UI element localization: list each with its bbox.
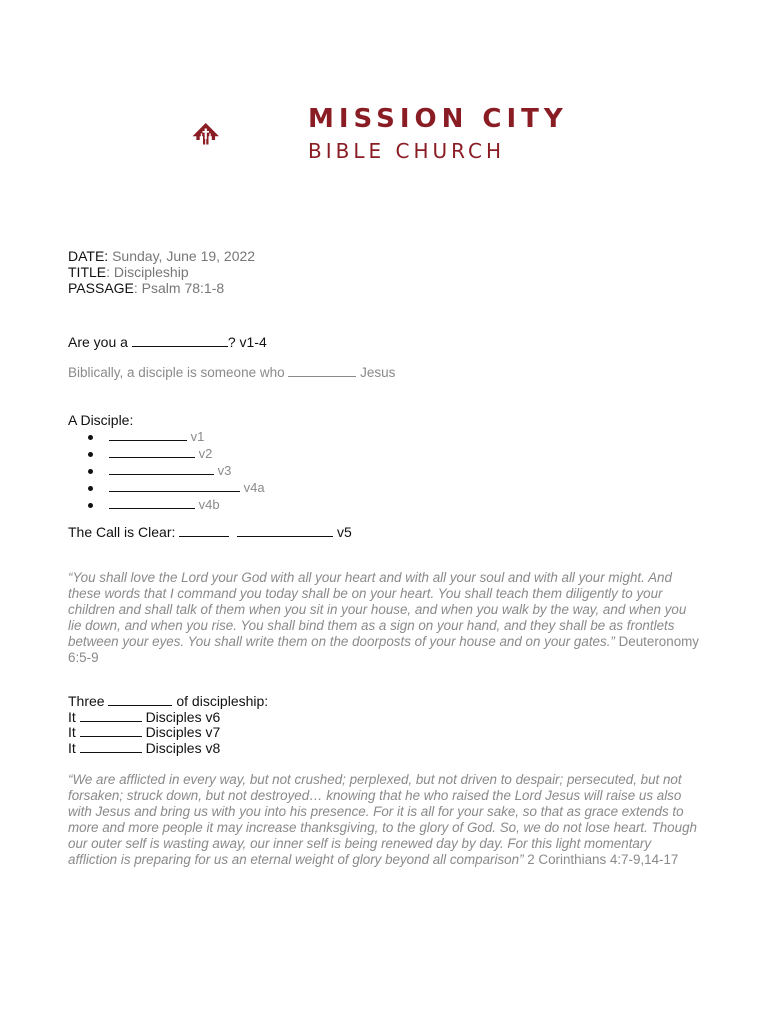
three-prefix: Three — [68, 693, 105, 709]
fill-blank — [179, 525, 229, 537]
question-line — [68, 334, 267, 350]
definition-prefix: Biblically, a disciple is someone who — [68, 365, 285, 380]
quote-text: “You shall love the Lord your God with all your heart and with all your soul and with all your might. And these words that I command you today shall be on your heart. You shall teach them diligently to your children and shall talk of them when you sit in your house, and when you walk by the way, and when you lie down, and when you rise. You shall bind them as a sign on your hand, and they shall be as frontlets between your eyes. You shall write them on the doorposts of your house and on your gates.” — [68, 570, 687, 649]
item-ref: v3 — [217, 463, 232, 478]
line-suffix: Disciples v8 — [145, 739, 221, 756]
line-suffix: Disciples v7 — [145, 724, 221, 740]
date-label: DATE: — [68, 248, 109, 264]
fill-blank — [237, 525, 333, 537]
bullet-icon — [88, 435, 93, 440]
definition-suffix: Jesus — [360, 365, 396, 380]
list-item — [88, 462, 265, 479]
title-label: TITLE — [68, 264, 107, 280]
bullet-icon — [88, 469, 93, 474]
list-item — [68, 741, 268, 757]
brand-name-bottom: BIBLE CHURCH — [308, 139, 506, 163]
item-ref: v4a — [243, 480, 265, 495]
call-suffix: v5 — [337, 524, 352, 540]
fill-blank — [109, 446, 195, 458]
list-item — [88, 479, 265, 496]
fill-blank — [132, 335, 228, 347]
sermon-meta — [68, 248, 255, 296]
logo-pillar-right — [209, 133, 210, 143]
corinthians-quote — [68, 772, 700, 868]
three-suffix: of discipleship: — [176, 693, 269, 709]
fill-blank — [80, 710, 142, 722]
fill-blank — [109, 497, 195, 509]
fill-blank — [80, 725, 142, 737]
disciple-heading: A Disciple: — [68, 412, 134, 428]
question-suffix: ? v1-4 — [227, 334, 267, 350]
question-prefix: Are you a — [68, 334, 128, 350]
passage-label: PASSAGE — [68, 280, 134, 296]
three-section — [68, 694, 268, 756]
bullet-icon — [88, 452, 93, 457]
fill-blank — [108, 694, 172, 706]
quote-reference: Deuteronomy 6:5-9 — [68, 634, 699, 665]
list-item — [68, 725, 268, 741]
bullet-icon — [88, 503, 93, 508]
disciple-list — [88, 428, 265, 513]
cross-icon — [205, 129, 207, 139]
fill-blank — [80, 741, 142, 753]
line-prefix: It — [68, 708, 76, 725]
quote-text: “We are afflicted in every way, but not crushed; perplexed, but not driven to despair; persecuted, but not forsaken; struck down, but not destroyed… knowing that he who raised the Lord Jesus will raise us also with Jesus and bring us with you into his presence. For it is all for your sake, so that as grace extends to more and more people it may increase thanksgiving, to the glory of God. So, we do not lose heart. Though our outer self is wasting away, our inner self is being renewed day by day. For this light momentary affliction is preparing for us an eternal weight of glory beyond all comparison” — [68, 772, 697, 867]
list-item — [88, 428, 265, 445]
date-value: Sunday, June 19, 2022 — [112, 248, 256, 264]
line-suffix: Disciples v6 — [145, 708, 221, 725]
fill-blank — [109, 480, 240, 492]
fill-blank — [109, 429, 187, 441]
logo-pillar-left — [201, 133, 202, 143]
list-item — [88, 496, 265, 513]
definition-line — [68, 365, 395, 380]
cross-bar — [202, 131, 209, 133]
call-line — [68, 524, 352, 540]
call-prefix: The Call is Clear: — [68, 524, 176, 540]
fill-blank — [288, 365, 356, 377]
fill-blank — [109, 463, 214, 475]
quote-reference: 2 Corinthians 4:7-9,14-17 — [527, 852, 679, 867]
bullet-icon — [88, 486, 93, 491]
list-item — [68, 710, 268, 726]
line-prefix: It — [68, 739, 76, 756]
deuteronomy-quote — [68, 570, 700, 666]
passage-value: : Psalm 78:1-8 — [133, 280, 225, 296]
item-ref: v1 — [190, 429, 205, 444]
item-ref: v2 — [198, 446, 213, 461]
list-item — [88, 445, 265, 462]
line-prefix: It — [68, 724, 76, 740]
church-logo — [192, 92, 302, 176]
brand-name-top: MISSION CITY — [308, 104, 568, 134]
item-ref: v4b — [198, 497, 220, 512]
title-value: : Discipleship — [106, 264, 189, 280]
